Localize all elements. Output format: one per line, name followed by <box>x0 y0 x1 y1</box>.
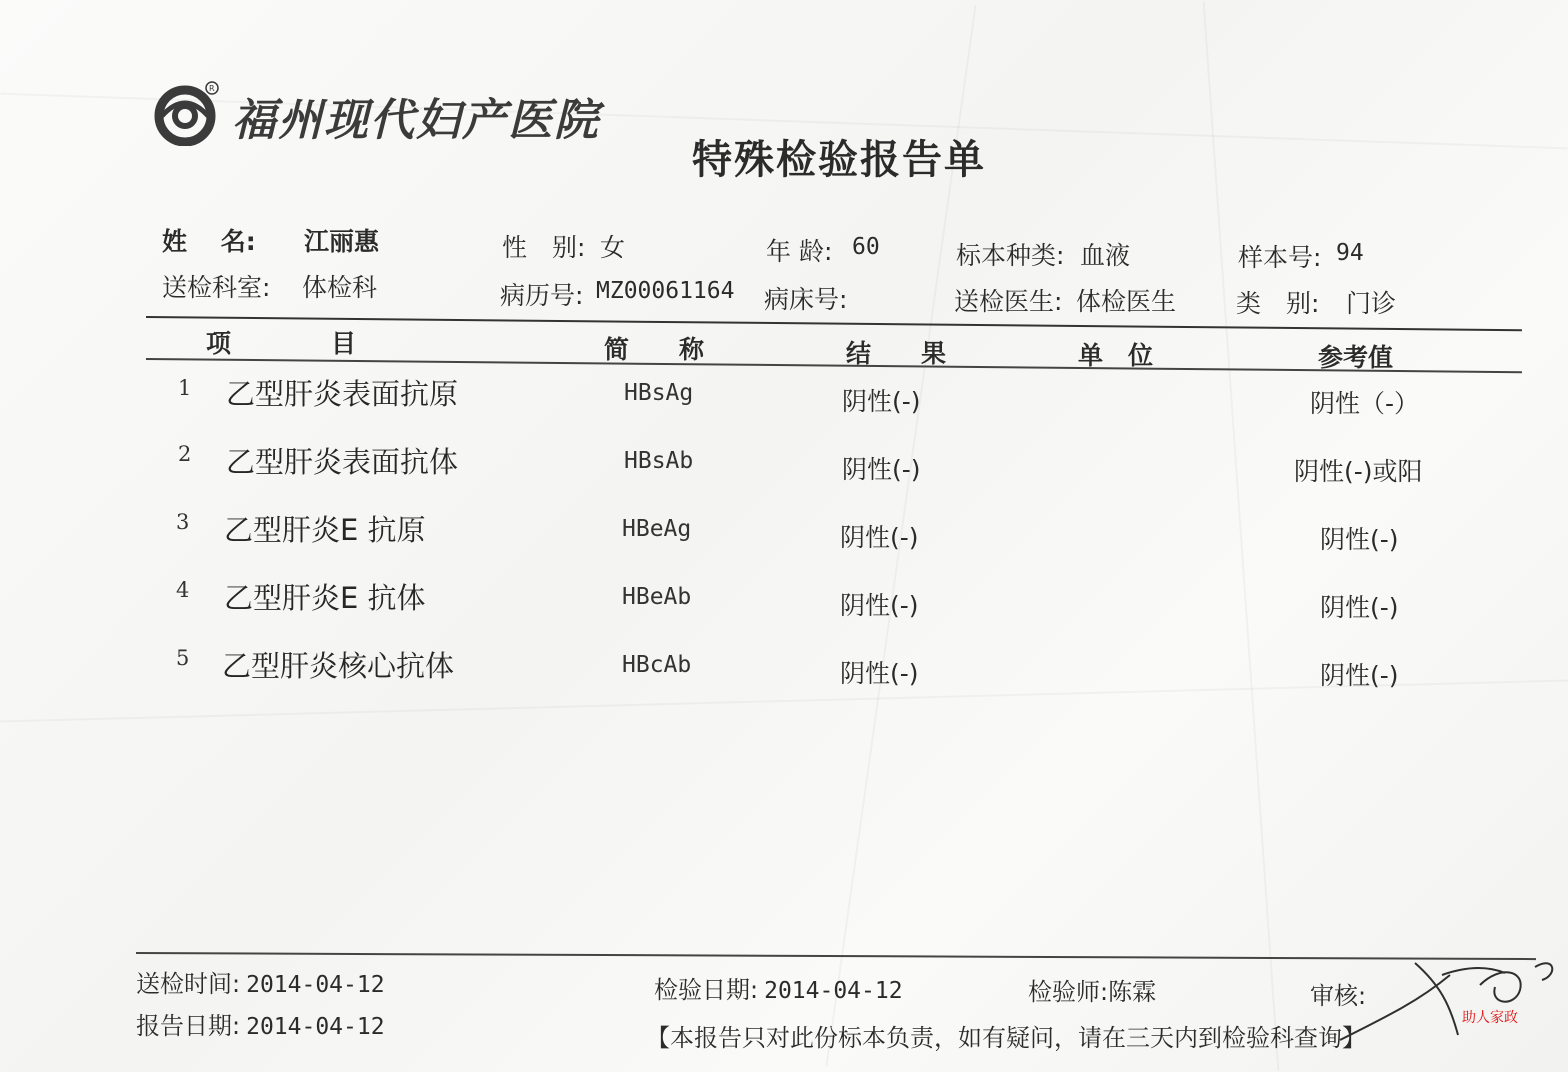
row-result: 阴性(-) <box>840 591 919 620</box>
row-ref: 阴性(-)或阳 <box>1294 457 1423 486</box>
row-item-name: 乙型肝炎核心抗体 <box>222 649 455 683</box>
row-abbr: HBsAg <box>624 380 694 406</box>
report-title: 特殊检验报告单 <box>692 137 986 183</box>
doctor-label: 送检医生: <box>954 287 1063 316</box>
age-label: 年 龄: <box>766 237 833 266</box>
row-ref: 阴性(-) <box>1320 593 1399 622</box>
row-number: 3 <box>176 510 190 534</box>
gender-label: 性 别: <box>502 233 586 262</box>
reviewer-label: 审核: <box>1310 982 1367 1010</box>
row-abbr: HBcAb <box>622 652 692 678</box>
sample-no-value: 94 <box>1336 240 1364 266</box>
header-unit: 单 位 <box>1078 341 1154 370</box>
row-item-name: 乙型肝炎表面抗原 <box>226 377 459 411</box>
row-item-name: 乙型肝炎E 抗体 <box>224 581 426 615</box>
category-label: 类 别: <box>1236 289 1320 318</box>
record-no-label: 病历号: <box>500 281 584 310</box>
age-value: 60 <box>852 234 880 260</box>
reviewer-signature <box>1330 945 1560 1055</box>
row-number: 1 <box>178 376 192 400</box>
gender-value: 女 <box>600 233 626 262</box>
row-result: 阴性(-) <box>840 523 919 552</box>
row-result: 阴性(-) <box>842 455 921 484</box>
row-number: 4 <box>176 578 190 602</box>
patient-name-label: 姓 名: <box>162 227 256 256</box>
row-ref: 阴性(-) <box>1320 661 1399 690</box>
dept-value: 体检科 <box>302 273 378 302</box>
category-value: 门诊 <box>1346 289 1397 318</box>
paper-crease <box>1203 1 1280 1071</box>
patient-name: 江丽惠 <box>304 227 380 256</box>
technician: 检验师:陈霖 <box>1028 978 1157 1006</box>
specimen-type-value: 血液 <box>1080 241 1131 270</box>
row-result: 阴性(-) <box>842 387 921 416</box>
bed-no-label: 病床号: <box>764 285 848 314</box>
row-number: 2 <box>178 442 192 466</box>
dept-label: 送检科室: <box>162 273 271 302</box>
row-ref: 阴性（-） <box>1310 389 1420 418</box>
header-abbr: 简 称 <box>604 335 705 364</box>
row-abbr: HBeAg <box>622 516 692 542</box>
row-abbr: HBsAb <box>624 448 694 474</box>
row-abbr: HBeAb <box>622 584 692 610</box>
test-date: 检验日期: 2014-04-12 <box>654 976 903 1004</box>
svg-text:R: R <box>209 84 215 93</box>
row-number: 5 <box>176 646 190 670</box>
submit-time: 送检时间: 2014-04-12 <box>136 970 385 998</box>
doctor-value: 体检医生 <box>1076 287 1177 316</box>
header-result: 结 果 <box>846 339 947 368</box>
sample-no-label: 样本号: <box>1238 243 1322 272</box>
hospital-name: 福州现代妇产医院 <box>232 95 600 146</box>
watermark-text: 助人家政 <box>1462 1010 1518 1026</box>
row-item-name: 乙型肝炎E 抗原 <box>224 513 426 547</box>
hospital-logo-icon <box>152 80 222 146</box>
row-ref: 阴性(-) <box>1320 525 1399 554</box>
row-result: 阴性(-) <box>840 659 919 688</box>
report-date: 报告日期: 2014-04-12 <box>136 1012 385 1040</box>
disclaimer: 【本报告只对此份标本负责，如有疑问，请在三天内到检验科查询】 <box>646 1024 1366 1052</box>
header-ref: 参考值 <box>1318 343 1394 372</box>
record-no-value: MZ00061164 <box>596 278 735 304</box>
specimen-type-label: 标本种类: <box>956 241 1065 270</box>
header-item: 项 目 <box>206 329 357 358</box>
row-item-name: 乙型肝炎表面抗体 <box>226 445 459 479</box>
